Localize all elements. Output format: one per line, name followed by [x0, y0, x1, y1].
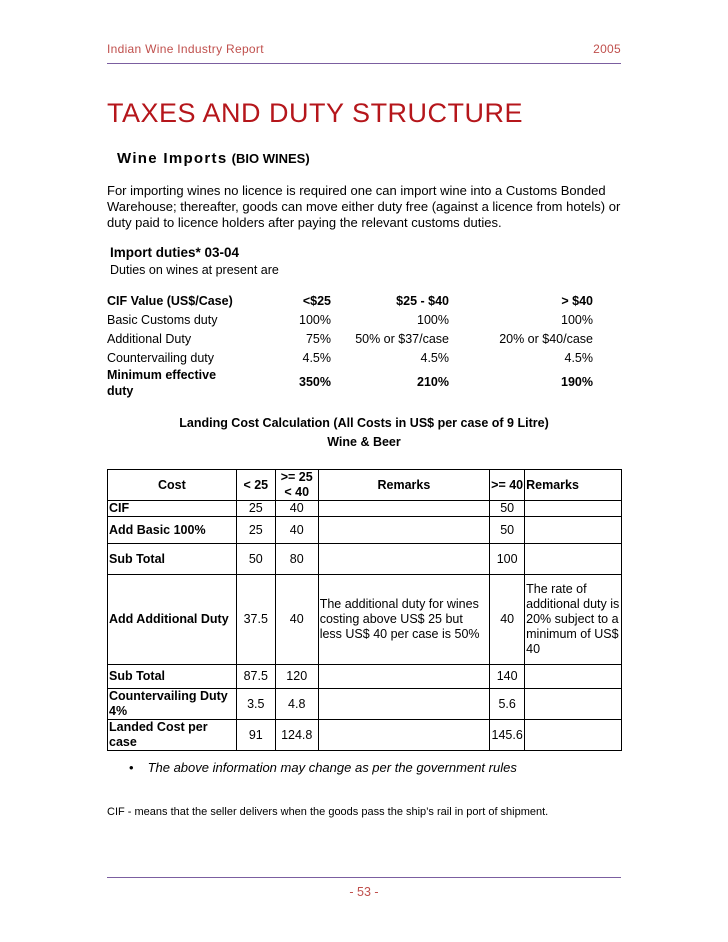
- duty-row-value: 100%: [561, 313, 593, 327]
- duty-row-value: 350%: [299, 375, 331, 389]
- table-row: [108, 575, 622, 665]
- table-cell-r1: [318, 517, 489, 544]
- table-row: [108, 720, 622, 751]
- table-cell-a: 37.5: [236, 575, 275, 665]
- duty-row-value: <$25: [302, 294, 331, 308]
- table-cell-r1: [318, 544, 489, 575]
- duty-row-value: 210%: [417, 375, 449, 389]
- table-cell-b: 40: [275, 501, 318, 517]
- table-cell-r2: [525, 665, 622, 689]
- footer-rule: [107, 877, 621, 878]
- table-cell-b: 120: [275, 665, 318, 689]
- table-row: [108, 665, 622, 689]
- table-cell-r1: The additional duty for wines costing above US$ 25 but less US$ 40 per case is 50%: [318, 575, 489, 665]
- table-cell-c: 50: [490, 501, 525, 517]
- table-cell-cost: CIF: [108, 501, 237, 517]
- table-cell-r1: [318, 501, 489, 517]
- table-cell-c: 100: [490, 544, 525, 575]
- subtitle-main: Wine Imports: [117, 150, 228, 167]
- page-number: - 53 -: [349, 885, 379, 899]
- table-row: [108, 689, 622, 720]
- duty-row-label: Countervailing duty: [107, 351, 215, 365]
- header-cost: Cost: [108, 470, 237, 501]
- table-cell-cost: Sub Total: [108, 665, 237, 689]
- table-cell-r2: The rate of additional duty is 20% subject to a minimum of US$ 40: [525, 575, 622, 665]
- table-cell-a: 91: [236, 720, 275, 751]
- table-cell-r2: [525, 501, 622, 517]
- table-cell-r1: [318, 665, 489, 689]
- header-remarks-2: Remarks: [525, 470, 622, 501]
- duty-row-value: $25 - $40: [396, 294, 449, 308]
- table-row: [108, 501, 622, 517]
- page-title: TAXES AND DUTY STRUCTURE: [107, 98, 524, 128]
- import-duties-subheading: Duties on wines at present are: [110, 263, 279, 277]
- header-lt25: < 25: [236, 470, 275, 501]
- duty-row-value: 4.5%: [564, 351, 593, 365]
- duty-row-label: Basic Customs duty: [107, 313, 218, 327]
- table-cell-b: 4.8: [275, 689, 318, 720]
- table-cell-cost: Sub Total: [108, 544, 237, 575]
- duty-row-value: 190%: [561, 375, 593, 389]
- table-cell-cost: Landed Cost per case: [108, 720, 237, 751]
- duty-row-label: Additional Duty: [107, 332, 192, 346]
- table-cell-b: 40: [275, 517, 318, 544]
- table-cell-b: 40: [275, 575, 318, 665]
- table-cell-cost: Add Basic 100%: [108, 517, 237, 544]
- table-cell-r2: [525, 720, 622, 751]
- table-cell-a: 25: [236, 501, 275, 517]
- table-cell-a: 3.5: [236, 689, 275, 720]
- header-remarks-1: Remarks: [318, 470, 489, 501]
- duty-row-value: 4.5%: [420, 351, 449, 365]
- table-cell-r2: [525, 517, 622, 544]
- table-cell-c: 145.6: [490, 720, 525, 751]
- duty-row-label: CIF Value (US$/Case): [107, 294, 233, 308]
- subtitle-paren: (BIO WINES): [231, 151, 310, 166]
- table-cell-cost: Add Additional Duty: [108, 575, 237, 665]
- report-header-year: 2005: [593, 42, 621, 56]
- table-cell-c: 5.6: [490, 689, 525, 720]
- section-subtitle: [117, 150, 310, 167]
- import-duties-heading: Import duties* 03-04: [110, 245, 240, 260]
- header-rule: [107, 63, 621, 64]
- header-ge40: >= 40: [490, 470, 525, 501]
- duty-row-value: 100%: [299, 313, 331, 327]
- table-cell-r2: [525, 544, 622, 575]
- table-cell-a: 50: [236, 544, 275, 575]
- bullet-note: [129, 760, 517, 775]
- table-cell-r1: [318, 689, 489, 720]
- duty-row-label: Minimum effective duty: [107, 368, 217, 398]
- landing-cost-table: [107, 469, 622, 751]
- table-row: [108, 544, 622, 575]
- table-cell-a: 87.5: [236, 665, 275, 689]
- table-cell-r1: [318, 720, 489, 751]
- duty-row-value: 4.5%: [302, 351, 331, 365]
- report-header-title: Indian Wine Industry Report: [107, 42, 264, 56]
- cif-definition: CIF - means that the seller delivers when the goods pass the ship’s rail in port of shipment.: [107, 806, 549, 818]
- table-cell-cost: Countervailing Duty 4%: [108, 689, 237, 720]
- duty-row-value: 75%: [305, 332, 331, 346]
- duty-row-value: 20% or $40/case: [499, 332, 593, 346]
- table-cell-r2: [525, 689, 622, 720]
- bullet-note-text: The above information may change as per the government rules: [147, 760, 517, 775]
- table-cell-c: 140: [490, 665, 525, 689]
- table-row: [108, 517, 622, 544]
- table-cell-c: 50: [490, 517, 525, 544]
- table-cell-b: 124.8: [275, 720, 318, 751]
- landing-cost-subtitle: Wine & Beer: [327, 435, 401, 449]
- bullet-icon: •: [129, 760, 134, 775]
- table-cell-c: 40: [490, 575, 525, 665]
- duty-row-value: > $40: [561, 294, 593, 308]
- landing-cost-title: Landing Cost Calculation (All Costs in US$ per case of 9 Litre): [179, 416, 549, 430]
- duty-row-value: 100%: [417, 313, 449, 327]
- table-cell-a: 25: [236, 517, 275, 544]
- header-mid: >= 25 < 40: [275, 470, 318, 501]
- duty-row-value: 50% or $37/case: [355, 332, 449, 346]
- intro-paragraph: For importing wines no licence is required one can import wine into a Customs Bonded Warehouse; thereafter, goods can move either duty free (against a licence from hotels) or duty paid to licence holders after paying the relevant customs duties.: [107, 183, 621, 230]
- table-cell-b: 80: [275, 544, 318, 575]
- table-header-row: [108, 470, 622, 501]
